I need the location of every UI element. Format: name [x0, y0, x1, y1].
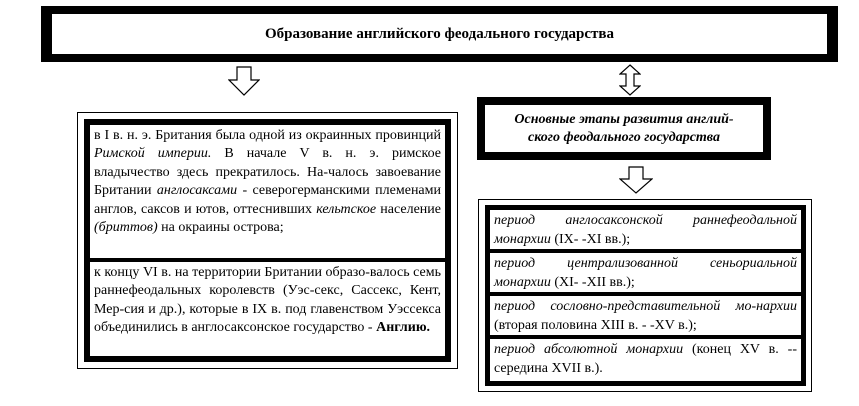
- stages-heading: [514, 111, 733, 147]
- period-name: период централизованной сеньориальной монархии: [494, 256, 797, 290]
- double-arrow-icon: [619, 64, 641, 96]
- stages-heading-line1: Основные этапы развития англий-: [514, 111, 734, 127]
- text-fragment: в I в. н. э. Британия была одной из окраинных провинций: [94, 128, 441, 143]
- period-name: период сословно-представительной мо-нархии: [494, 299, 797, 314]
- kingdoms-unification-text: [90, 262, 445, 356]
- period-item: [490, 296, 801, 335]
- down-arrow-right-icon: [619, 166, 653, 194]
- britain-roman-period-text: [90, 125, 445, 258]
- england-term: Англию.: [376, 320, 431, 336]
- stages-box: [477, 97, 771, 160]
- britons-term: (бриттов): [94, 220, 158, 236]
- stages-heading-line2: ского феодального государства: [528, 129, 720, 145]
- text-fragment: к концу VI в. на территории Британии образо-валось семь раннефеодальных королевств (Уэс-секс, Сассекс, Кент, Мер-сия и др.), которые в IX в. под главенством Уэссекса объединились в англосаксонское государство -: [94, 265, 441, 336]
- period-name: период абсолютной монархии: [494, 342, 684, 357]
- period-name: период англосаксонской раннефеодальной монархии: [494, 213, 797, 247]
- periods-block: [485, 205, 806, 386]
- stages-box-inner: [484, 104, 764, 153]
- period-dates: (IX- -XI вв.);: [550, 232, 631, 247]
- roman-empire-term: Римской империи.: [94, 146, 212, 162]
- title-box-inner: [51, 13, 828, 55]
- text-fragment: на окраины острова;: [157, 220, 284, 236]
- period-item: [490, 339, 801, 381]
- period-dates: (XI- -XII вв.);: [550, 275, 635, 290]
- text-fragment: - северогерманскими племенами англов, саксов и ютов, оттеснивших: [94, 183, 441, 217]
- diagram-title: Образование английского феодального государства: [264, 25, 615, 42]
- text-fragment: население: [376, 201, 442, 217]
- period-item: [490, 210, 801, 249]
- left-block: [84, 119, 451, 362]
- text-fragment: В начале V в. н. э. римское владычество здесь прекратилось. На-чалось завоевание Британии: [94, 146, 441, 199]
- period-item: [490, 253, 801, 292]
- period-dates: (конец XV в. --середина XVII в.).: [494, 342, 797, 376]
- down-arrow-left-icon: [228, 66, 260, 96]
- celtic-term: кельтское: [316, 201, 377, 217]
- title-box: [41, 6, 838, 62]
- period-dates: (вторая половина XIII в. - -XV в.);: [494, 318, 697, 333]
- anglo-saxons-term: англосаксами: [156, 183, 238, 199]
